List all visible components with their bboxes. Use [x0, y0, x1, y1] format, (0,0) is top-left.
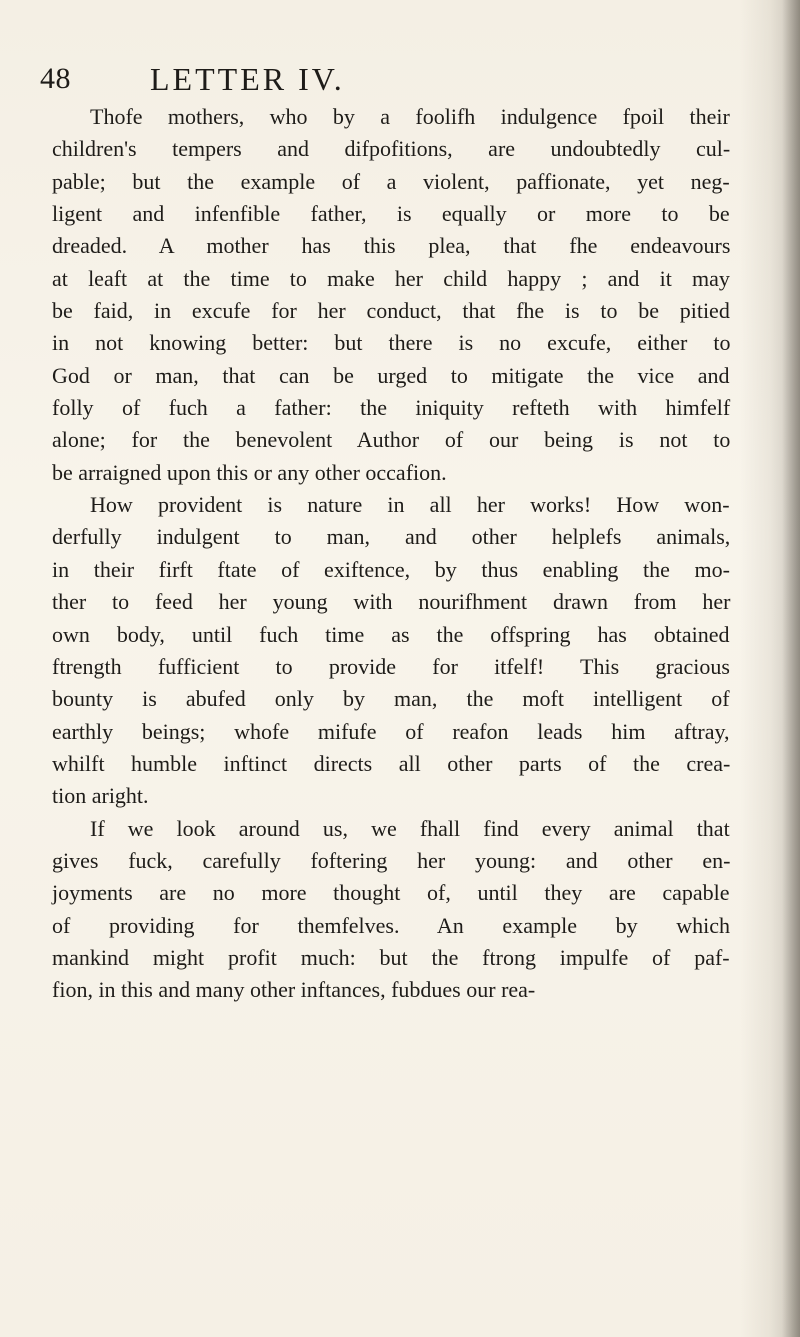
- text-line: at leaft at the time to make her child happy ; and it may: [52, 265, 730, 291]
- text-line: be arraigned upon this or any other occafion.: [52, 459, 447, 485]
- text-line: ligent and infenfible father, is equally or more to be: [52, 201, 730, 227]
- text-line: gives fuck, carefully foftering her young: and other en-: [52, 847, 731, 873]
- text-line: dreaded. A mother has this plea, that fhe endeavours: [52, 233, 731, 259]
- text-line: mankind might profit much: but the ftrong impulfe of paf-: [52, 944, 730, 970]
- text-line: pable; but the example of a violent, paffionate, yet neg-: [52, 168, 730, 194]
- text-line: ther to feed her young with nourifhment drawn from her: [52, 589, 731, 615]
- text-line: earthly beings; whofe mifufe of reafon leads him aftray,: [52, 718, 730, 744]
- paragraph-3: [52, 813, 730, 1007]
- text-line: God or man, that can be urged to mitigate the vice and: [52, 362, 730, 388]
- text-line: whilft humble inftinct directs all other parts of the crea-: [52, 750, 731, 776]
- paragraph-1: [52, 101, 730, 489]
- text-line: How provident is nature in all her works! How won-: [90, 492, 730, 518]
- running-head: LETTER IV.: [150, 61, 345, 97]
- text-line: fion, in this and many other inftances, fubdues our rea-: [52, 977, 536, 1003]
- text-line: tion aright.: [52, 783, 149, 809]
- text-line: be faid, in excufe for her conduct, that fhe is to be pitied: [52, 298, 730, 324]
- text-line: children's tempers and difpofitions, are undoubtedly cul-: [52, 136, 731, 162]
- paragraph-2: [52, 489, 730, 812]
- text-line: in their firft ftate of exiftence, by thus enabling the mo-: [52, 556, 730, 582]
- page-header: [40, 62, 720, 102]
- body-text: [52, 101, 730, 1007]
- text-line: of providing for themfelves. An example by which: [52, 912, 731, 938]
- page-number: 48: [40, 62, 71, 95]
- text-line: alone; for the benevolent Author of our being is not to: [52, 427, 731, 453]
- text-line: Thofe mothers, who by a foolifh indulgence fpoil their: [90, 104, 730, 129]
- text-line: joyments are no more thought of, until they are capable: [52, 880, 730, 906]
- text-line: bounty is abufed only by man, the moft intelligent of: [52, 686, 730, 712]
- page-edge-shadow: [782, 0, 800, 1337]
- text-line: folly of fuch a father: the iniquity refteth with himfelf: [52, 395, 731, 421]
- text-line: in not knowing better: but there is no excufe, either to: [52, 330, 731, 356]
- text-line: If we look around us, we fhall find every animal that: [90, 815, 730, 841]
- text-line: own body, until fuch time as the offspring has obtained: [52, 621, 730, 647]
- text-line: ftrength fufficient to provide for itfelf! This gracious: [52, 653, 730, 679]
- text-line: derfully indulgent to man, and other helplefs animals,: [52, 524, 731, 550]
